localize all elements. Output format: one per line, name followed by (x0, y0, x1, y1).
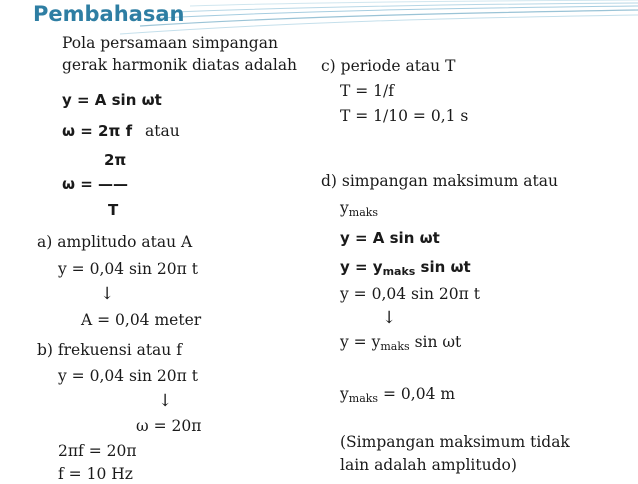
page-title: Pembahasan (33, 2, 185, 26)
section-c-heading: c) periode atau T (321, 57, 456, 75)
section-b-result: f = 10 Hz (58, 465, 133, 483)
section-d-note-1: (Simpangan maksimum tidak (340, 433, 570, 451)
eq2-pre: y = y (340, 258, 383, 276)
section-d-equation-2 (340, 257, 471, 282)
equation-omega (62, 121, 180, 141)
section-d-note-2: lain adalah amplitudo) (340, 456, 517, 474)
section-b-heading: b) frekuensi atau f (37, 341, 182, 359)
section-d-equation-3: y = 0,04 sin 20π t (340, 285, 480, 303)
section-a-heading: a) amplitudo atau A (37, 233, 193, 251)
equation-omega-or: atau (145, 122, 180, 140)
section-d-equation-1: y = A sin ωt (340, 229, 440, 247)
eq5-subscript: maks (348, 392, 379, 405)
section-b-omega: ω = 20π (136, 417, 202, 435)
eq2-post: sin ωt (415, 258, 471, 276)
equation-omega-main: ω = 2π f (62, 122, 133, 140)
eq5-pre: y (340, 385, 349, 403)
section-d-equation-5 (340, 384, 455, 409)
equation-simpangan: y = A sin ωt (62, 91, 162, 109)
section-a-equation: y = 0,04 sin 20π t (58, 260, 198, 278)
ymaks-subscript: maks (348, 206, 379, 219)
eq2-subscript: maks (382, 265, 416, 278)
section-b-step: 2πf = 20π (58, 442, 137, 460)
eq4-post: sin ωt (409, 333, 462, 351)
intro-line-2: gerak harmonik diatas adalah (62, 56, 298, 74)
fraction-denominator: T (108, 201, 119, 219)
down-arrow-icon: ↓ (158, 391, 173, 411)
section-d-ymaks (340, 198, 378, 223)
fraction-lhs: ω = —— (62, 175, 129, 193)
section-c-equation-2: T = 1/10 = 0,1 s (340, 107, 469, 125)
fraction-numerator: 2π (104, 151, 127, 169)
eq4-pre: y = y (340, 333, 381, 351)
section-d-equation-4 (340, 332, 461, 357)
section-d-heading: d) simpangan maksimum atau (321, 172, 558, 190)
section-c-equation-1: T = 1/f (340, 82, 395, 100)
section-b-equation: y = 0,04 sin 20π t (58, 367, 198, 385)
intro-line-1: Pola persamaan simpangan (62, 34, 278, 52)
down-arrow-icon: ↓ (100, 284, 115, 304)
eq4-subscript: maks (380, 340, 410, 353)
eq5-post: = 0,04 m (378, 385, 456, 403)
ymaks-base: y (340, 199, 349, 217)
down-arrow-icon: ↓ (382, 308, 397, 328)
section-a-result: A = 0,04 meter (81, 311, 202, 329)
